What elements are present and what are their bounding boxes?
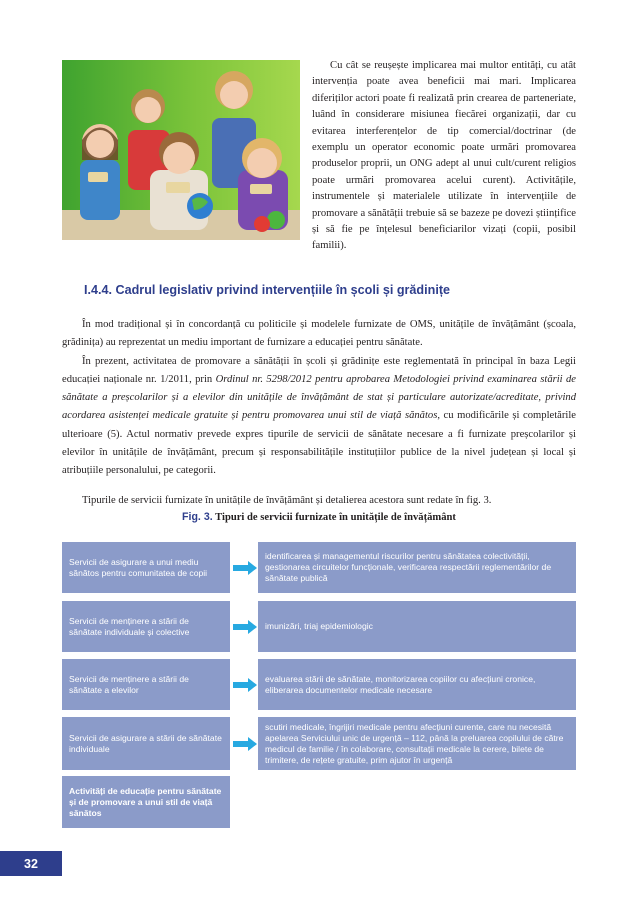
service-box-left-4: Servicii de asigurare a stării de sănătate individuale: [62, 717, 230, 770]
service-box-right-1: identificarea și managementul riscurilor pentru sănătatea colectivității, gestionarea circuitelor funcționale, verificarea respectării reglementărilor de sănătate publică: [258, 542, 576, 593]
figure-number: Fig. 3.: [182, 511, 213, 523]
body-text: [62, 316, 576, 510]
section-heading: I.4.4. Cadrul legislativ privind intervențiile în școli și grădinițe: [84, 283, 451, 297]
service-box-right-3: evaluarea stării de sănătate, monitorizarea copiilor cu afecțiuni cronice, eliberarea documentelor medicale necesare: [258, 659, 576, 710]
service-box-right-2: imunizări, triaj epidemiologic: [258, 601, 576, 652]
arrow-right-icon: [233, 678, 257, 692]
order-title: Ordinul nr. 5298/2012 pentru aprobarea Metodologiei privind examinarea stării de sănătate a preșcolarilor și a elevilor din unitățile de învățământ de stat și particulare autorizate/acreditate, privind acordarea asistenței medicale gratuite și pentru promovarea unui stil de viață sănătos: [62, 373, 576, 422]
right-column-text: Cu cât se reușește implicarea mai multor entități, cu atât intervenția poate avea beneficii mai mari. Implicarea diferiților actori poate fi realizată prin crearea de parteneriate, luând în considerare misiunea fiecărei organizații, dar cu evitarea interferențelor de tip comercial/doctrinar (de exemplu un operator economic poate urmări promovarea produselor proprii, un ONG adept al unui cult/curent religios poate urmări promovarea acelui curent). Activitățile, instrumentele și materialele utilizate în intervențiile de promovare a sănătății trebuie să se bazeze pe dovezi științifice și să fie pe înțelesul beneficiarilor vizați (copii, posibil familii).: [312, 60, 576, 252]
service-box-right-4: scutiri medicale, îngrijiri medicale pentru afecțiuni curente, care nu necesită apelarea Serviciului unic de urgență – 112, până la preluarea copilului de către medicul de familie / în colaborare, consultații medicale la cerere, bilete de trimitere, de rețete gratuite, prim ajutor în urgență: [258, 717, 576, 770]
right-column-paragraph: [312, 58, 576, 255]
figure-title: Tipuri de servicii furnizate în unitățile de învățământ: [215, 512, 456, 523]
paragraph-2-part-2: , cu modificările și completările ulterioare (5). Actul normativ prevede expres tipurile de servicii de sănătate necesare a fi furnizate preșcolarilor și elevilor în unitățile de învățământ, precum și responsabilitățile instituțiilor publice de la nivel județean și local și atribuțiile personalului, pe categorii.: [62, 410, 576, 477]
paragraph-2-part-1: În prezent, activitatea de promovare a sănătății în școli și grădinițe este reglementată în principal în baza Legii educației naționale nr. 1/2011, prin: [62, 355, 576, 385]
service-box-left-1: Servicii de asigurare a unui mediu sănătos pentru comunitatea de copii: [62, 542, 230, 593]
children-photo: [62, 60, 300, 240]
service-box-left-3: Servicii de menținere a stării de sănătate a elevilor: [62, 659, 230, 710]
health-education-box: Activități de educație pentru sănătate și de promovare a unui stil de viață sănătos: [62, 776, 230, 828]
arrow-right-icon: [233, 561, 257, 575]
paragraph-3: Tipurile de servicii furnizate în unitățile de învățământ și detalierea acestora sunt redate în fig. 3.: [82, 494, 492, 506]
arrow-right-icon: [233, 620, 257, 634]
page-number: 32: [0, 851, 62, 876]
service-box-left-2: Servicii de menținere a stării de sănătate individuale și colective: [62, 601, 230, 652]
paragraph-2: [62, 353, 576, 481]
figure-caption: [62, 511, 576, 523]
arrow-right-icon: [233, 737, 257, 751]
paragraph-1: În mod tradițional și în concordanță cu politicile și modelele furnizate de OMS, unitățile de învățământ (școala, grădinița) au reprezentat un mediu important de furnizare a educației pentru sănătate.: [62, 319, 576, 349]
